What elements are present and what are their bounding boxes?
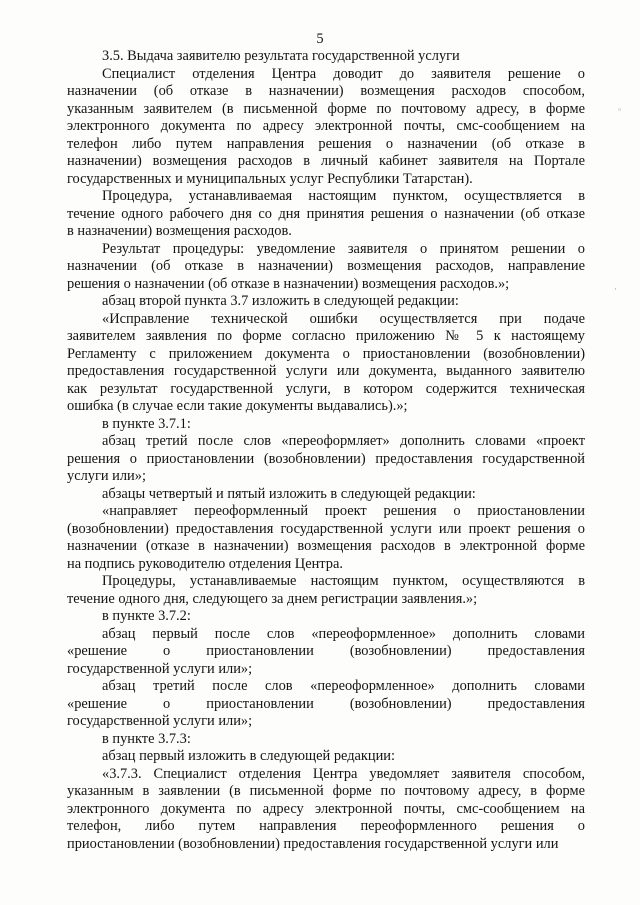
paragraph [67, 626, 585, 679]
text-line: «направляет переоформленный проект решения о приостановлении [102, 503, 585, 519]
text-line: «Исправление технической ошибки осуществляется при подаче [102, 310, 585, 327]
text-line: в пункте 3.7.3: [102, 730, 191, 747]
text-line: течение одного рабочего дня со дня принятия решения о назначении (об отказе [67, 205, 585, 222]
text-line: абзацы четвертый и пятый изложить в следующей редакции: [102, 485, 476, 502]
text-line: 3.5. Выдача заявителю результата государственной услуги [102, 48, 460, 64]
paragraph [67, 66, 585, 189]
text-line: как результат государственной услуги, в котором содержится техническая [67, 380, 585, 397]
paragraph [67, 748, 585, 766]
text-line: абзац третий после слов «переоформленное» дополнить словами [102, 678, 585, 694]
text-line: в назначении) возмещения расходов. [67, 223, 292, 239]
paragraph [67, 433, 585, 486]
text-line: абзац третий после слов «переоформляет» дополнить словами «проект [102, 433, 585, 449]
text-line: ошибка (в случае если такие документы выдавались).»; [67, 398, 408, 414]
text-line: Регламенту с приложением документа о приостановлении (возобновлении) [67, 345, 585, 362]
text-line: абзац первый изложить в следующей редакции: [102, 748, 396, 764]
text-line: «3.7.3. Специалист отделения Центра уведомляет заявителя способом, [102, 765, 585, 782]
text-line: услуги или»; [67, 468, 146, 484]
text-line: «решение о приостановлении (возобновлении) предоставления [67, 643, 585, 659]
document-body [67, 48, 585, 853]
paragraph [67, 766, 585, 854]
text-line: государственной услуги или»; [67, 660, 253, 677]
text-line: решения о приостановлении (возобновлении) предоставления государственной [67, 450, 585, 467]
text-line: в пункте 3.7.2: [102, 608, 191, 624]
text-line: государственных и муниципальных услуг Республики Татарстан). [67, 170, 473, 187]
text-line: Результат процедуры: уведомление заявителя о принятом решении о [102, 240, 585, 257]
text-line: «решение о приостановлении (возобновлении) предоставления [67, 695, 585, 712]
text-line: электронного документа по адресу электронной почты, смс-сообщением на [67, 118, 585, 134]
text-line: телефон, либо путем направления переоформленного решения о [67, 818, 585, 834]
text-line: абзац второй пункта 3.7 изложить в следующей редакции: [102, 293, 459, 309]
paragraph [67, 573, 585, 608]
paragraph [67, 678, 585, 731]
page-number: 5 [316, 31, 324, 47]
text-line: предоставления государственной услуги или документа, выданного заявителю [67, 363, 585, 379]
text-line: указанным в заявлении (в письменной форме по почтовому адресу, в форме [67, 783, 585, 799]
text-line: электронного документа по адресу электронной почты, смс-сообщением на [67, 800, 585, 817]
text-line: на подпись руководителю отделения Центра. [67, 555, 343, 572]
text-line: Процедура, устанавливаемая настоящим пунктом, осуществляется в [102, 188, 585, 204]
text-line: назначении) возмещения расходов в личный кабинет заявителя на Портале [67, 153, 585, 169]
scan-speck: · [614, 285, 617, 295]
text-line: течение одного дня, следующего за днем регистрации заявления.»; [67, 590, 478, 607]
paragraph [67, 731, 585, 749]
paragraph [67, 311, 585, 416]
paragraph [67, 608, 585, 626]
paragraph [67, 293, 585, 311]
text-line: (возобновлении) предоставления государственной услуги или проект решения о [67, 520, 585, 537]
scan-speck: ◦ [617, 106, 623, 116]
text-line: Процедуры, устанавливаемые настоящим пунктом, осуществляются в [102, 573, 585, 589]
text-line: государственной услуги или»; [67, 713, 253, 729]
text-line: в пункте 3.7.1: [102, 415, 191, 432]
text-line: Специалист отделения Центра доводит до заявителя решение о [102, 65, 585, 82]
paragraph [67, 241, 585, 294]
text-line: абзац первый после слов «переоформленное» дополнить словами [102, 625, 585, 642]
text-line: приостановлении (возобновлении) предоставления государственной услуги или [67, 835, 559, 852]
paragraph [67, 416, 585, 434]
text-line: решения о назначении (об отказе в назначении) возмещения расходов.»; [67, 275, 510, 292]
text-line: назначении (об отказе в назначении) возмещения расходов способом, [67, 83, 585, 99]
text-line: назначении (отказе в назначении) возмещения расходов в электронной форме [67, 538, 585, 554]
text-line: телефон либо путем направления решения о назначении (об отказе в [67, 135, 585, 152]
text-line: заявителем заявления по форме согласно приложению № 5 к настоящему [67, 328, 585, 344]
text-line: назначении (об отказе в назначении) возмещения расходов, направление [67, 258, 585, 274]
paragraph [67, 503, 585, 573]
paragraph [67, 188, 585, 241]
paragraph [67, 48, 585, 66]
paragraph [67, 486, 585, 504]
text-line: указанным заявителем (в письменной форме по почтовому адресу, в форме [67, 100, 585, 117]
